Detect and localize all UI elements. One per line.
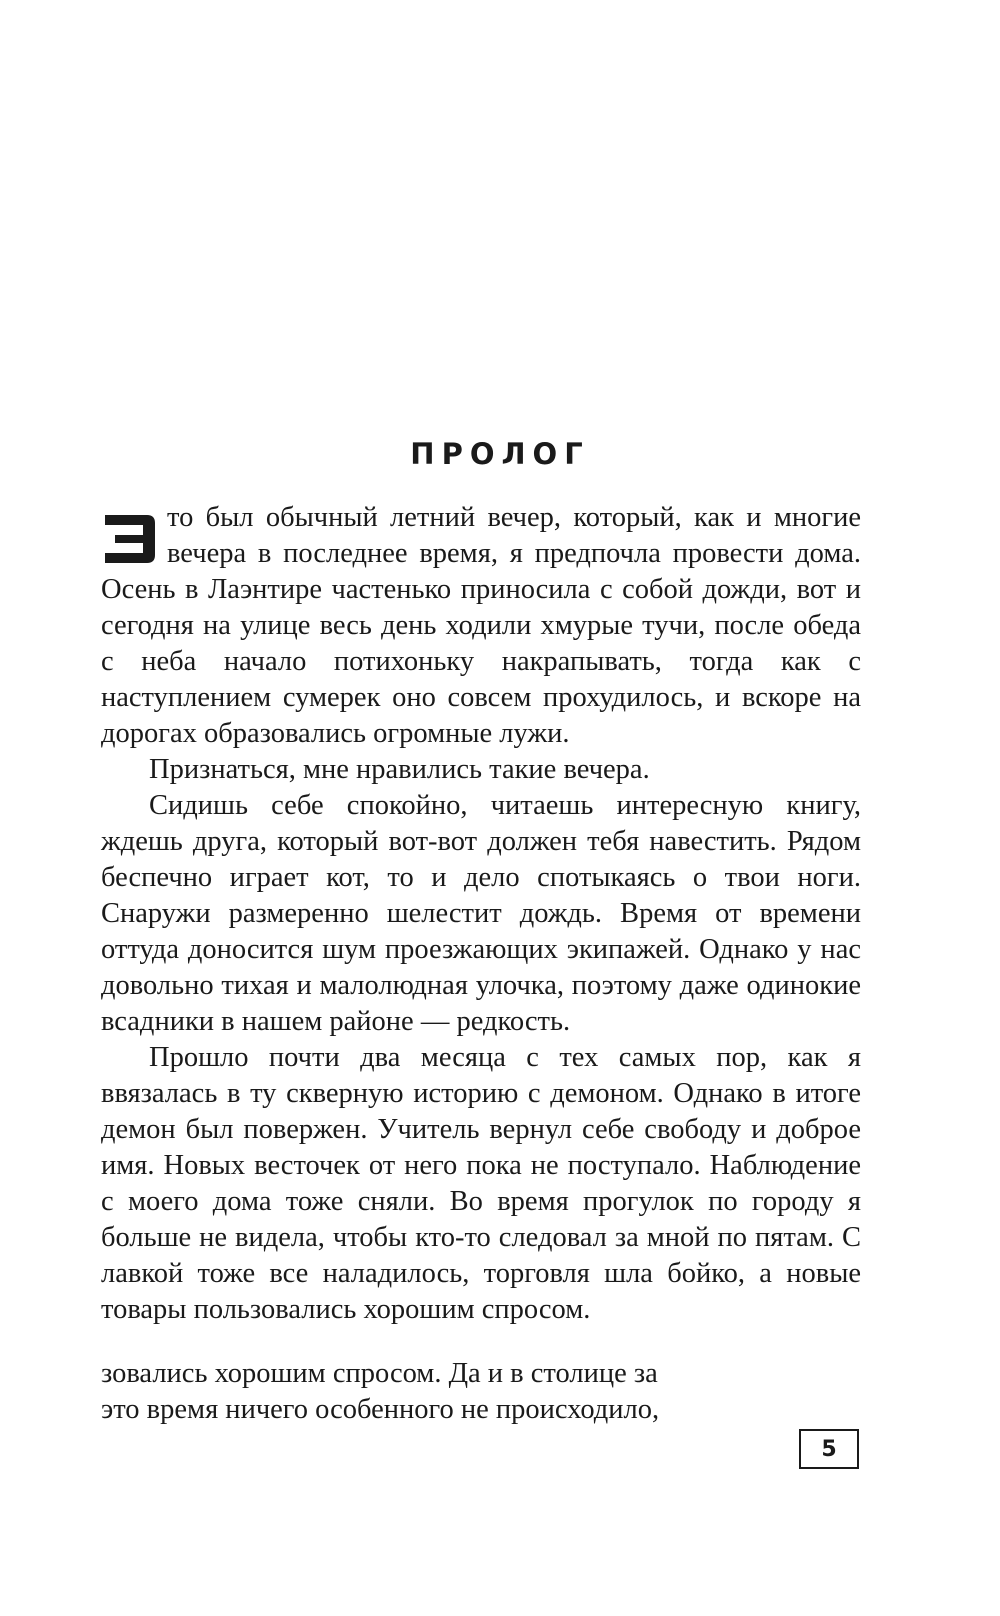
paragraph-4 (101, 1040, 861, 1328)
paragraph-3: Сидишь себе спокойно, читаешь интересную книгу, ждешь друга, который вот-вот должен тебя навестить. Рядом беспечно играет кот, то и дело спотыкаясь о твои ноги. Снаружи размеренно шелестит дождь. Время от времени оттуда доносится шум проезжающих экипажей. Однако у нас довольно тихая и малолюдная улочка, поэтому даже одинокие всадники в нашем районе — редкость. (101, 790, 861, 1037)
paragraph-2: Признаться, мне нравились такие вечера. (149, 754, 650, 785)
body-text (101, 500, 861, 1328)
paragraph-4-text: Прошло почти два месяца с тех самых пор, как я ввязалась в ту скверную историю с демоном. Однако в итоге демон был повержен. Учитель вернул себе свободу и доброе имя. Новых весточек от него пока не поступало. Наблюдение с моего дома тоже сняли. Во время прогулок по городу я больше не видела, чтобы кто-то следовал за мной по пятам. С лавкой тоже все наладилось, торговля шла бойко, а новые товары пользовались хорошим спросом. (101, 1042, 861, 1325)
paragraph-1 (101, 500, 861, 752)
continuation-line-1 (101, 1356, 861, 1392)
chapter-title: ПРОЛОГ (410, 437, 590, 471)
dropcap-letter-e-icon (101, 509, 159, 569)
continuation-line-2 (101, 1392, 861, 1428)
continuation-line-1-text: зовались хорошим спросом. Да и в столице за (101, 1358, 658, 1389)
dropcap (101, 509, 159, 569)
page-number: 5 (799, 1429, 859, 1469)
paragraph-1-text: то был обычный летний вечер, который, как и многие вечера в последнее время, я предпочла провести дома. Осень в Лаэнтире частенько приносила с собой дожди, вот и сегодня на улице весь день ходили хмурые тучи, после обеда с неба начало потихоньку накрапывать, тогда как с наступлением сумерек оно совсем прохудилось, и вскоре на дорогах образовались огромные лужи. (101, 502, 861, 749)
continuation-line-2-text: это время ничего особенного не происходило, (101, 1394, 660, 1425)
